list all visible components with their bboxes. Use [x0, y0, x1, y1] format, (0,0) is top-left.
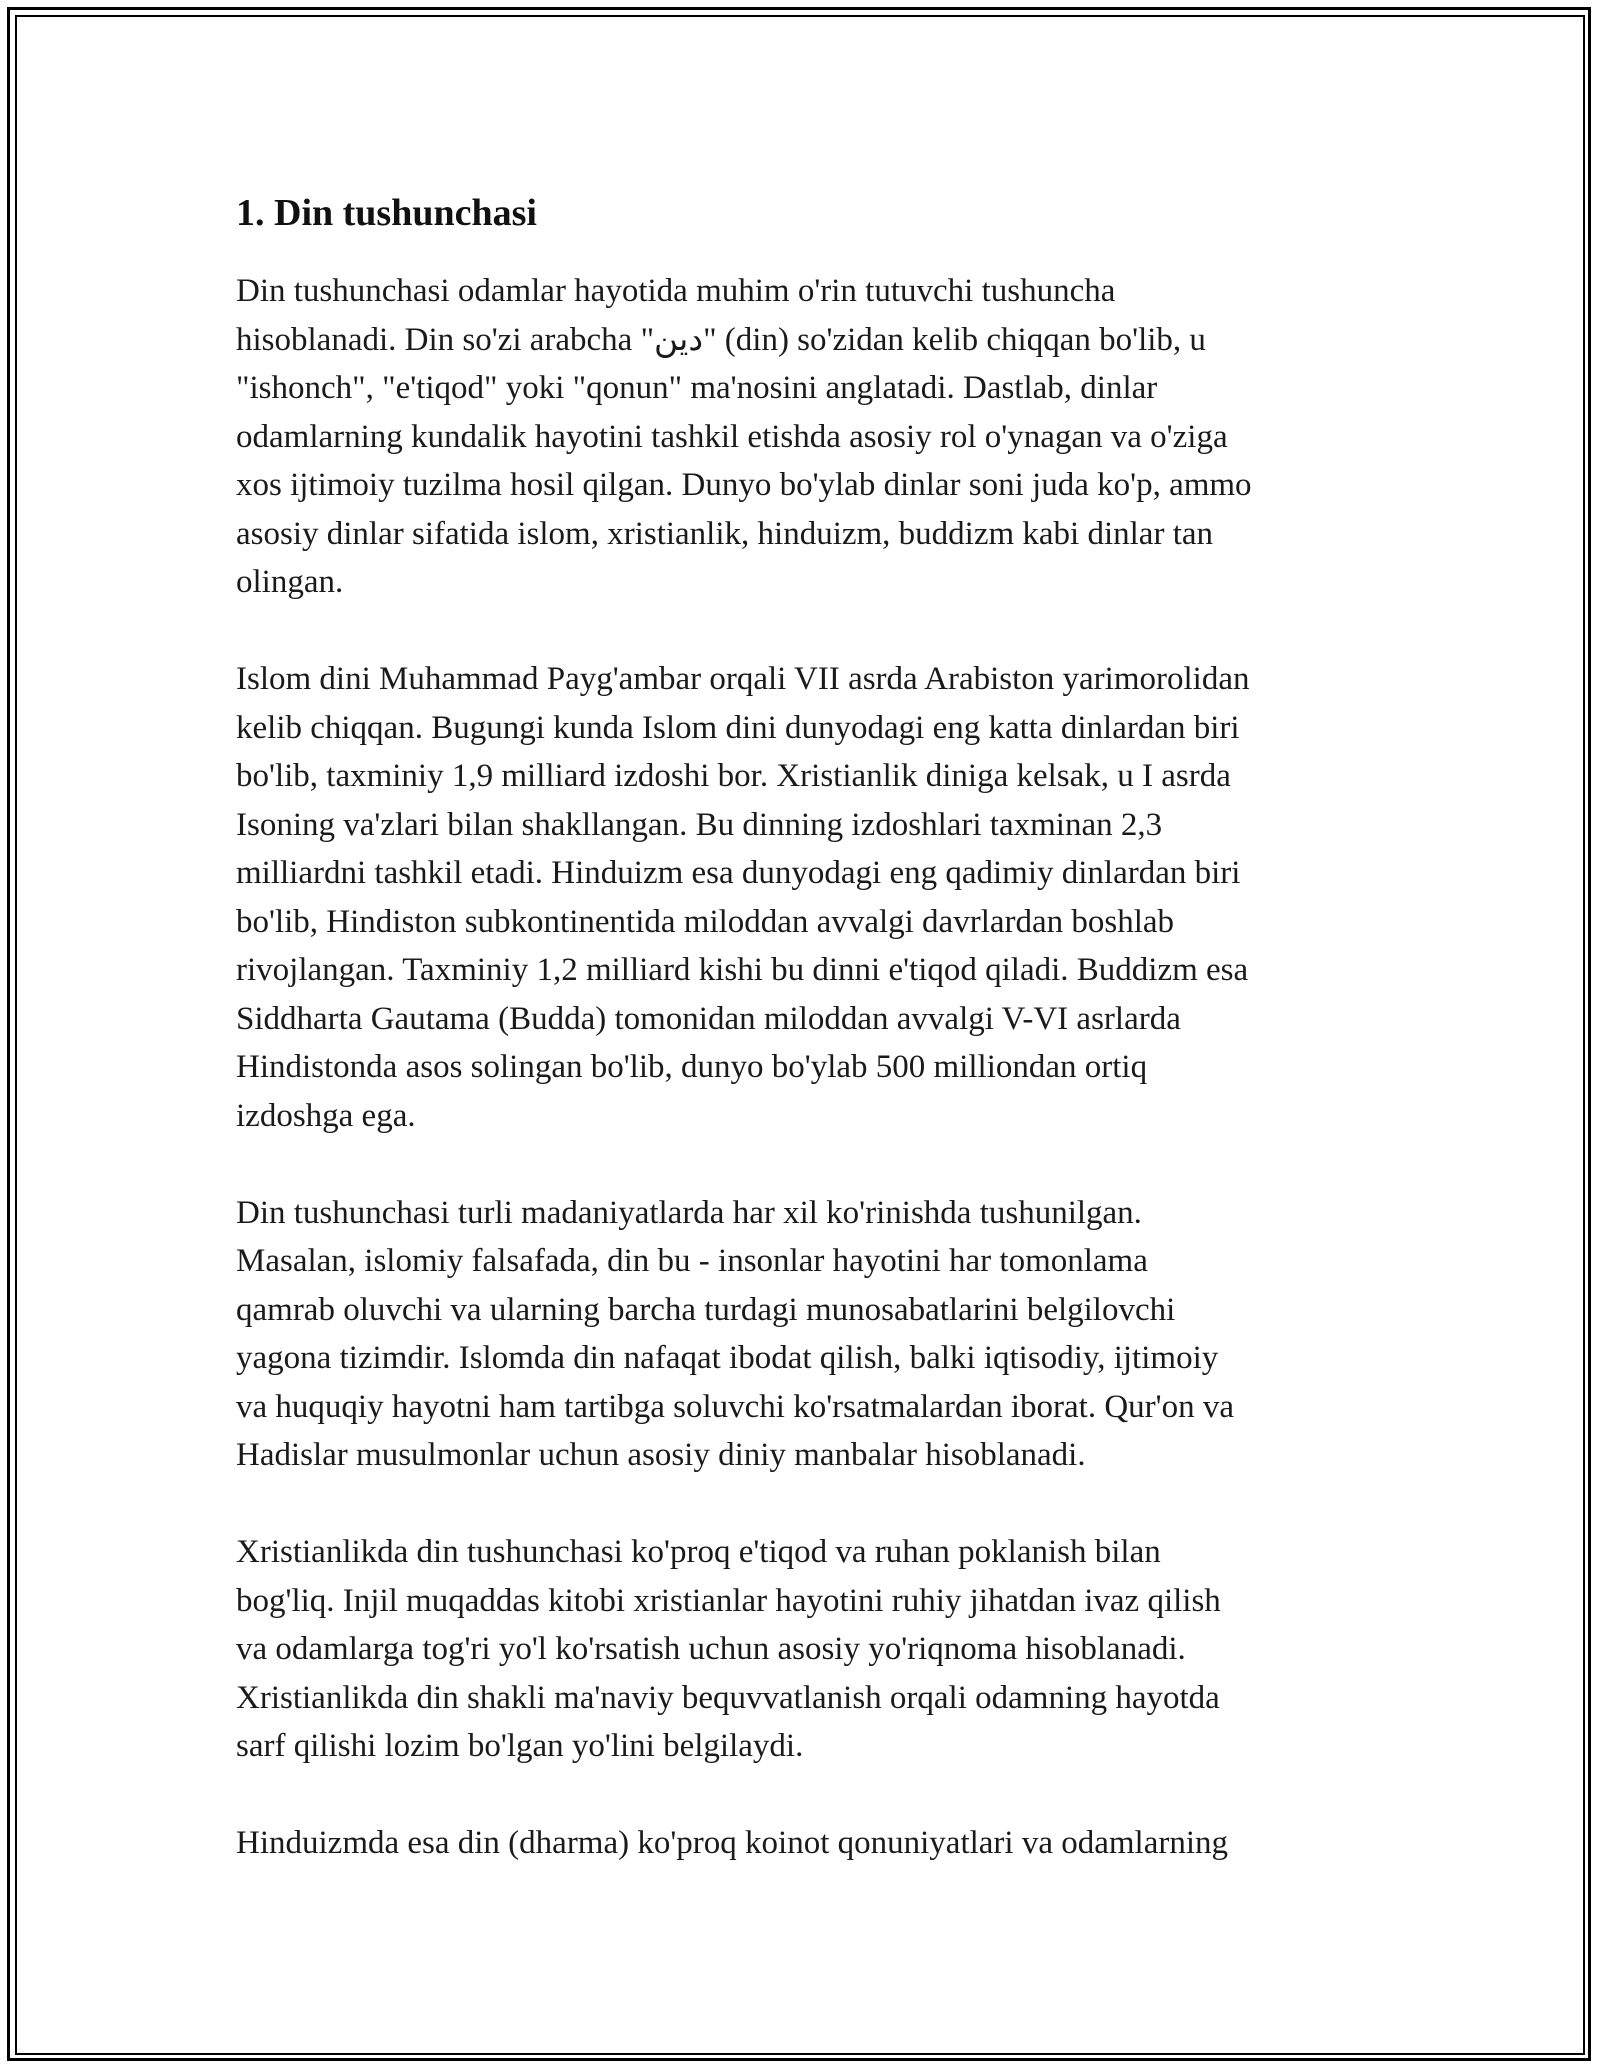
paragraph-intro: Din tushunchasi odamlar hayotida muhim o'rin tutuvchi tushuncha hisoblanadi. Din so'zi arabcha "دين" (din) so'zidan kelib chiqqan bo'lib, u "ishonch", "e'tiqod" yoki "qonun" ma'nosini anglatadi. Dastlab, dinlar odamlarning kundalik hayotini tashkil etishda asosiy rol o'ynagan va o'ziga xos ijtimoiy tuzilma hosil qilgan. Dunyo bo'ylab dinlar soni juda ko'p, ammo asosiy dinlar sifatida islom, xristianlik, hinduizm, buddizm kabi dinlar tan olingan.: [236, 273, 1252, 600]
document-body: [236, 188, 1376, 1868]
section-heading: 1. Din tushunchasi: [236, 192, 537, 234]
paragraph-christianity: Xristianlikda din tushunchasi ko'proq e'tiqod va ruhan poklanish bilan bog'liq. Injil muqaddas kitobi xristianlar hayotini ruhiy jihatdan ivaz qilish va odamlarga tog'ri yo'l ko'rsatish uchun asosiy yo'riqnoma hisoblanadi. Xristianlikda din shakli ma'naviy bequvvatlanish orqali odamning hayotda sarf qilishi lozim bo'lgan yo'lini belgilaydi.: [236, 1534, 1221, 1764]
paragraph-religions-history: Islom dini Muhammad Payg'ambar orqali VII asrda Arabiston yarimorolidan kelib chiqqan. Bugungi kunda Islom dini dunyodagi eng katta dinlardan biri bo'lib, taxminiy 1,9 milliard izdoshi bor. Xristianlik diniga kelsak, u I asrda Isoning va'zlari bilan shakllangan. Bu dinning izdoshlari taxminan 2,3 milliardni tashkil etadi. Hinduizm esa dunyodagi eng qadimiy dinlardan biri bo'lib, Hindiston subkontinentida miloddan avvalgi davrlardan boshlab rivojlangan. Taxminiy 1,2 milliard kishi bu dinni e'tiqod qiladi. Buddizm esa Siddharta Gautama (Budda) tomonidan miloddan avvalgi V-VI asrlarda Hindistonda asos solingan bo'lib, dunyo bo'ylab 500 milliondan ortiq izdoshga ega.: [236, 661, 1250, 1134]
paragraph-hinduism: Hinduizmda esa din (dharma) ko'proq koinot qonuniyatlari va odamlarning: [236, 1825, 1229, 1861]
paragraph-cultural-understanding: Din tushunchasi turli madaniyatlarda har xil ko'rinishda tushunilgan. Masalan, islomiy falsafada, din bu - insonlar hayotini har tomonlama qamrab oluvchi va ularning barcha turdagi munosabatlarini belgilovchi yagona tizimdir. Islomda din nafaqat ibodat qilish, balki iqtisodiy, ijtimoiy va huquqiy hayotni ham tartibga soluvchi ko'rsatmalardan iborat. Qur'on va Hadislar musulmonlar uchun asosiy diniy manbalar hisoblanadi.: [236, 1194, 1234, 1473]
